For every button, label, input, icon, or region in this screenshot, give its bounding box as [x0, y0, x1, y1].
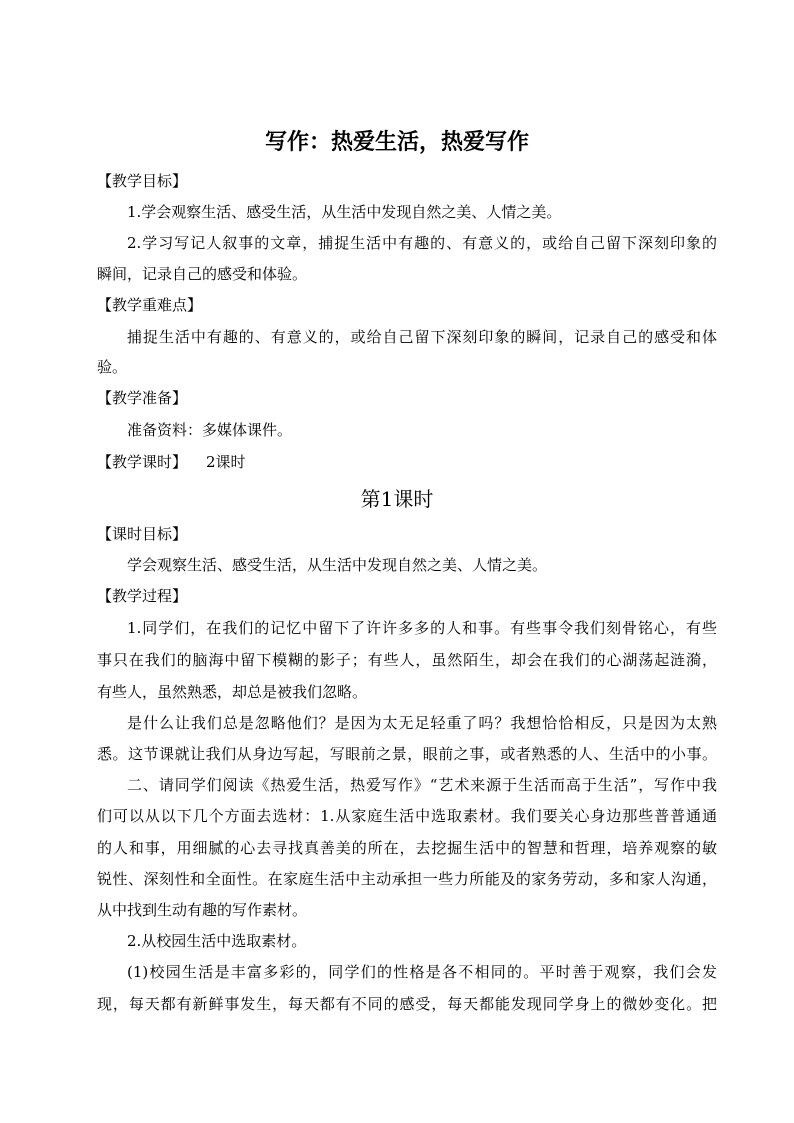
section-header-key-difficulties: 【教学重难点】	[97, 296, 203, 314]
section-header-preparation: 【教学准备】	[97, 389, 188, 407]
paragraph-3-line-2: 们可以从以下几个方面去选材：1.从家庭生活中选取素材。我们要关心身边那些普普通通	[97, 807, 717, 825]
paragraph-3-line-5: 从中找到生动有趣的写作素材。	[97, 901, 308, 919]
key-difficulty-line-2: 验。	[97, 358, 128, 376]
paragraph-5-line-2: 现，每天都有新鲜事发生，每天都有不同的感受，每天都能发现同学身上的微妙变化。把	[97, 995, 717, 1013]
paragraph-2-line-1: 是什么让我们总是忽略他们？是因为太无足轻重了吗？我想恰恰相反，只是因为太熟	[127, 714, 717, 732]
lesson-heading: 第1课时	[360, 487, 434, 511]
preparation-text: 准备资料：多媒体课件。	[127, 421, 293, 439]
objective-1: 1.学会观察生活、感受生活，从生活中发现自然之美、人情之美。	[127, 203, 562, 221]
paragraph-4: 2.从校园生活中选取素材。	[127, 932, 307, 950]
objective-2-line-2: 瞬间，记录自己的感受和体验。	[97, 265, 308, 283]
paragraph-1-line-2: 事只在我们的脑海中留下模糊的影子；有些人，虽然陌生，却会在我们的心湖荡起涟漪，	[97, 651, 717, 669]
paragraph-3-line-3: 的人和事，用细腻的心去寻找真善美的所在，去挖掘生活中的智慧和哲理，培养观察的敏	[97, 839, 717, 857]
lesson-goal-text: 学会观察生活、感受生活，从生活中发现自然之美、人情之美。	[127, 556, 548, 574]
key-difficulty-line-1: 捕捉生活中有趣的、有意义的，或给自己留下深刻印象的瞬间，记录自己的感受和体	[127, 328, 717, 346]
objective-2-line-1: 2.学习写记人叙事的文章，捕捉生活中有趣的、有意义的，或给自己留下深刻印象的	[127, 234, 717, 252]
paragraph-1-line-1: 1.同学们，在我们的记忆中留下了许许多多的人和事。有些事令我们刻骨铭心，有些	[127, 619, 717, 637]
paragraph-3-line-1: 二、请同学们阅读《热爱生活，热爱写作》“艺术来源于生活而高于生活”，写作中我	[127, 776, 717, 794]
section-header-teaching-objectives: 【教学目标】	[97, 172, 188, 190]
paragraph-2-line-2: 悉。这节课就让我们从身边写起，写眼前之景，眼前之事，或者熟悉的人、生活中的小事。	[97, 745, 717, 763]
paragraph-1-line-3: 有些人，虽然熟悉，却总是被我们忽略。	[97, 683, 368, 701]
paragraph-5-line-1: (1)校园生活是丰富多彩的，同学们的性格是各不相同的。平时善于观察，我们会发	[127, 963, 717, 981]
document-title: 写作：热爱生活，热爱写作	[264, 130, 529, 155]
section-header-class-hours: 【教学课时】	[97, 453, 188, 471]
section-header-teaching-process: 【教学过程】	[97, 587, 188, 605]
section-header-lesson-goals: 【课时目标】	[97, 525, 188, 543]
class-hours-value: 2课时	[206, 453, 246, 471]
paragraph-3-line-4: 锐性、深刻性和全面性。在家庭生活中主动承担一些力所能及的家务劳动，多和家人沟通，	[97, 870, 717, 888]
